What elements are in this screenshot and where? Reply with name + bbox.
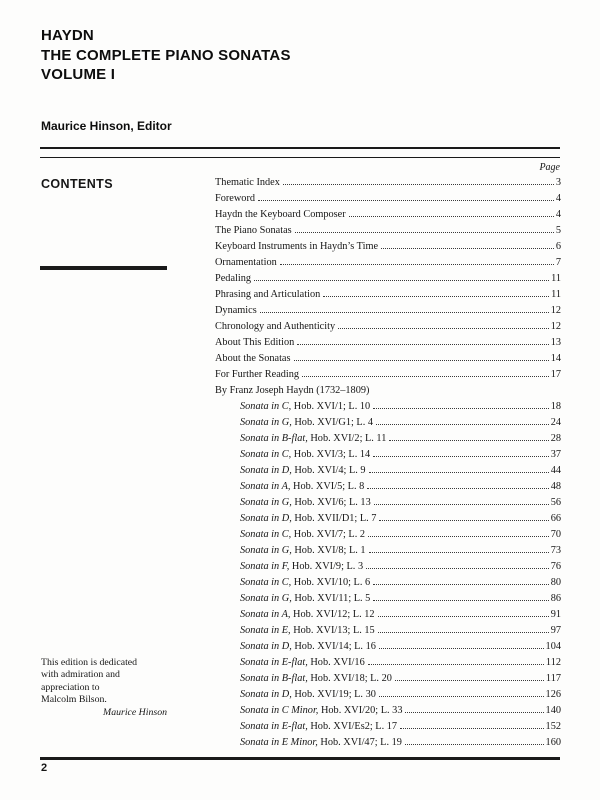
book-title — [41, 26, 291, 85]
dotted-leader — [368, 536, 549, 537]
dotted-leader — [295, 232, 554, 233]
toc-sonata-entry — [215, 444, 561, 460]
toc-sonata-entry — [215, 572, 561, 588]
toc-entry — [215, 252, 561, 268]
left-column-rule — [40, 266, 167, 270]
dotted-leader — [405, 744, 544, 745]
page-number: 2 — [41, 762, 48, 774]
toc-entry-title: Foreword — [215, 193, 256, 204]
toc-entry-title: Sonata in G, Hob. XVI/11; L. 5 — [240, 593, 371, 604]
toc-entry-page: 11 — [551, 273, 561, 284]
toc-sonata-entry — [215, 588, 561, 604]
dotted-leader — [338, 328, 549, 329]
toc-entry — [215, 188, 561, 204]
toc-sonata-entry — [215, 396, 561, 412]
dotted-leader — [260, 312, 549, 313]
toc-entry-page: 18 — [550, 401, 561, 412]
toc-sonata-entry — [215, 716, 561, 732]
toc-entry-page: 6 — [555, 241, 561, 252]
toc-entry-page: 117 — [545, 673, 561, 684]
dotted-leader — [254, 280, 549, 281]
toc-entry — [215, 332, 561, 348]
toc-entry-page: 11 — [551, 289, 561, 300]
toc-sonata-entry — [215, 652, 561, 668]
toc-entry-page: 140 — [545, 705, 561, 716]
toc-sonata-entry — [215, 476, 561, 492]
footer-rule — [40, 757, 560, 760]
toc-entry-title: Keyboard Instruments in Haydn’s Time — [215, 241, 379, 252]
dotted-leader — [378, 616, 549, 617]
toc-entry-page: 86 — [550, 593, 561, 604]
dotted-leader — [405, 712, 543, 713]
dedication-signature: Maurice Hinson — [103, 707, 167, 718]
toc-entry-page: 104 — [545, 641, 561, 652]
toc-entry-page: 56 — [550, 497, 561, 508]
toc-entry-title: Haydn the Keyboard Composer — [215, 209, 346, 220]
toc-entry-title: Ornamentation — [215, 257, 277, 268]
dotted-leader — [369, 552, 549, 553]
dotted-leader — [389, 440, 548, 441]
toc-sonata-entry — [215, 636, 561, 652]
contents-heading: CONTENTS — [41, 177, 113, 191]
toc-entry-title: Sonata in B-flat, Hob. XVI/2; L. 11 — [240, 433, 387, 444]
toc-sonata-entry — [215, 460, 561, 476]
dotted-leader — [302, 376, 549, 377]
toc-entry-page: 3 — [555, 177, 561, 188]
dotted-leader — [280, 264, 554, 265]
dotted-leader — [374, 504, 549, 505]
toc-entry — [215, 364, 561, 380]
toc-entry-title: Sonata in B-flat, Hob. XVI/18; L. 20 — [240, 673, 392, 684]
book-title-line2: THE COMPLETE PIANO SONATAS — [41, 46, 291, 64]
dedication-line: This edition is dedicated — [41, 657, 138, 668]
dotted-leader — [376, 424, 549, 425]
toc-entry-page: 24 — [550, 417, 561, 428]
toc-entry-title: Sonata in G, Hob. XVI/6; L. 13 — [240, 497, 371, 508]
toc-entry-title: Sonata in C, Hob. XVI/7; L. 2 — [240, 529, 365, 540]
dotted-leader — [378, 632, 549, 633]
toc-sonata-entry — [215, 540, 561, 556]
dotted-leader — [373, 600, 548, 601]
toc-entry-title: Phrasing and Articulation — [215, 289, 321, 300]
toc-entry-page: 126 — [545, 689, 561, 700]
book-title-line3: VOLUME I — [41, 66, 116, 83]
toc-sonata-entry — [215, 492, 561, 508]
dedication-text — [41, 657, 171, 707]
toc-entry-page: 5 — [555, 225, 561, 236]
toc-entry-page: 12 — [550, 321, 561, 332]
dotted-leader — [367, 488, 548, 489]
dotted-leader — [323, 296, 549, 297]
toc-entry — [215, 348, 561, 364]
dotted-leader — [379, 696, 544, 697]
toc-entry-title: About This Edition — [215, 337, 295, 348]
dotted-leader — [373, 456, 549, 457]
toc-entry-title: Sonata in D, Hob. XVI/14; L. 16 — [240, 641, 376, 652]
toc-entry-title: Sonata in E-flat, Hob. XVI/Es2; L. 17 — [240, 721, 398, 732]
toc-entry-title: Sonata in G, Hob. XVI/G1; L. 4 — [240, 417, 374, 428]
toc-list — [215, 172, 561, 748]
toc-entry-title: Sonata in D, Hob. XVI/19; L. 30 — [240, 689, 376, 700]
toc-entry-page: 160 — [545, 737, 561, 748]
dotted-leader — [395, 680, 544, 681]
editor-byline: Maurice Hinson, Editor — [41, 119, 172, 133]
toc-entry-page: 17 — [550, 369, 561, 380]
toc-entry-title: Chronology and Authenticity — [215, 321, 336, 332]
toc-entry-title: Dynamics — [215, 305, 257, 316]
dotted-leader — [369, 472, 549, 473]
toc-sonata-entry — [215, 668, 561, 684]
toc-entry-title: By Franz Joseph Haydn (1732–1809) — [215, 385, 370, 396]
toc-sonata-entry — [215, 412, 561, 428]
dotted-leader — [400, 728, 544, 729]
dotted-leader — [373, 584, 549, 585]
toc-entry-page: 152 — [545, 721, 561, 732]
toc-entry — [215, 300, 561, 316]
toc-entry-title: Sonata in C Minor, Hob. XVI/20; L. 33 — [240, 705, 403, 716]
toc-sonata-entry — [215, 732, 561, 748]
toc-entry-page: 76 — [550, 561, 561, 572]
toc-entry-title: Sonata in A, Hob. XVI/5; L. 8 — [240, 481, 365, 492]
dotted-leader — [258, 200, 554, 201]
toc-entry-page: 12 — [550, 305, 561, 316]
book-title-line1: HAYDN — [41, 27, 94, 44]
toc-entry — [215, 316, 561, 332]
toc-entry-page: 37 — [550, 449, 561, 460]
toc-entry-title: Thematic Index — [215, 177, 280, 188]
toc-sonata-entry — [215, 524, 561, 540]
toc-entry-title: Pedaling — [215, 273, 252, 284]
dedication-line: appreciation to — [41, 681, 100, 693]
toc-entry-title: For Further Reading — [215, 369, 300, 380]
toc-entry-title: Sonata in C, Hob. XVI/3; L. 14 — [240, 449, 371, 460]
toc-entry-page: 28 — [550, 433, 561, 444]
toc-entry — [215, 204, 561, 220]
toc-sonata-entry — [215, 700, 561, 716]
toc-sonata-entry — [215, 620, 561, 636]
toc-entry-page: 44 — [550, 465, 561, 476]
toc-entry-page: 112 — [545, 657, 561, 668]
dotted-leader — [373, 408, 549, 409]
toc-entry-title: Sonata in E, Hob. XVI/13; L. 15 — [240, 625, 375, 636]
dotted-leader — [349, 216, 554, 217]
toc-entry-page: 7 — [555, 257, 561, 268]
toc-entry — [215, 268, 561, 284]
toc-entry-page: 48 — [550, 481, 561, 492]
dotted-leader — [368, 664, 544, 665]
toc-entry-title: Sonata in E Minor, Hob. XVI/47; L. 19 — [240, 737, 402, 748]
toc-entry-title: Sonata in D, Hob. XVI/4; L. 9 — [240, 465, 366, 476]
toc-sonata-entry — [215, 556, 561, 572]
toc-entry-page: 66 — [550, 513, 561, 524]
dedication-line: with admiration and — [41, 669, 120, 681]
toc-entry — [215, 172, 561, 188]
toc-entry-title: The Piano Sonatas — [215, 225, 292, 236]
toc-entry-page: 80 — [550, 577, 561, 588]
toc-entry-page: 4 — [555, 209, 561, 220]
toc-sonata-entry — [215, 508, 561, 524]
toc-entry — [215, 284, 561, 300]
toc-entry-page: 91 — [550, 609, 561, 620]
toc-entry-page: 14 — [550, 353, 561, 364]
toc-entry-title: Sonata in D, Hob. XVII/D1; L. 7 — [240, 513, 377, 524]
page-column-label: Page — [539, 162, 560, 173]
toc-entry-page: 70 — [550, 529, 561, 540]
toc-composer-heading — [215, 380, 561, 396]
toc-sonata-entry — [215, 428, 561, 444]
toc-entry-page: 4 — [555, 193, 561, 204]
toc-entry-title: Sonata in E-flat, Hob. XVI/16 — [240, 657, 365, 668]
toc-entry — [215, 236, 561, 252]
dotted-leader — [294, 360, 549, 361]
toc-entry-page: 97 — [550, 625, 561, 636]
toc-entry-page: 73 — [550, 545, 561, 556]
toc-entry-title: Sonata in G, Hob. XVI/8; L. 1 — [240, 545, 366, 556]
toc-sonata-entry — [215, 684, 561, 700]
dotted-leader — [379, 648, 544, 649]
toc-entry-title: Sonata in F, Hob. XVI/9; L. 3 — [240, 561, 364, 572]
dotted-leader — [283, 184, 554, 185]
toc-entry-title: About the Sonatas — [215, 353, 291, 364]
toc-entry-page: 13 — [550, 337, 561, 348]
dotted-leader — [297, 344, 548, 345]
toc-entry-title: Sonata in C, Hob. XVI/10; L. 6 — [240, 577, 371, 588]
header-double-rule — [40, 147, 560, 158]
toc-sonata-entry — [215, 604, 561, 620]
dedication-line: Malcolm Bilson. — [41, 694, 107, 706]
toc-entry — [215, 220, 561, 236]
toc-entry-title: Sonata in A, Hob. XVI/12; L. 12 — [240, 609, 375, 620]
dotted-leader — [379, 520, 548, 521]
dotted-leader — [366, 568, 549, 569]
dotted-leader — [381, 248, 554, 249]
toc-entry-title: Sonata in C, Hob. XVI/1; L. 10 — [240, 401, 371, 412]
